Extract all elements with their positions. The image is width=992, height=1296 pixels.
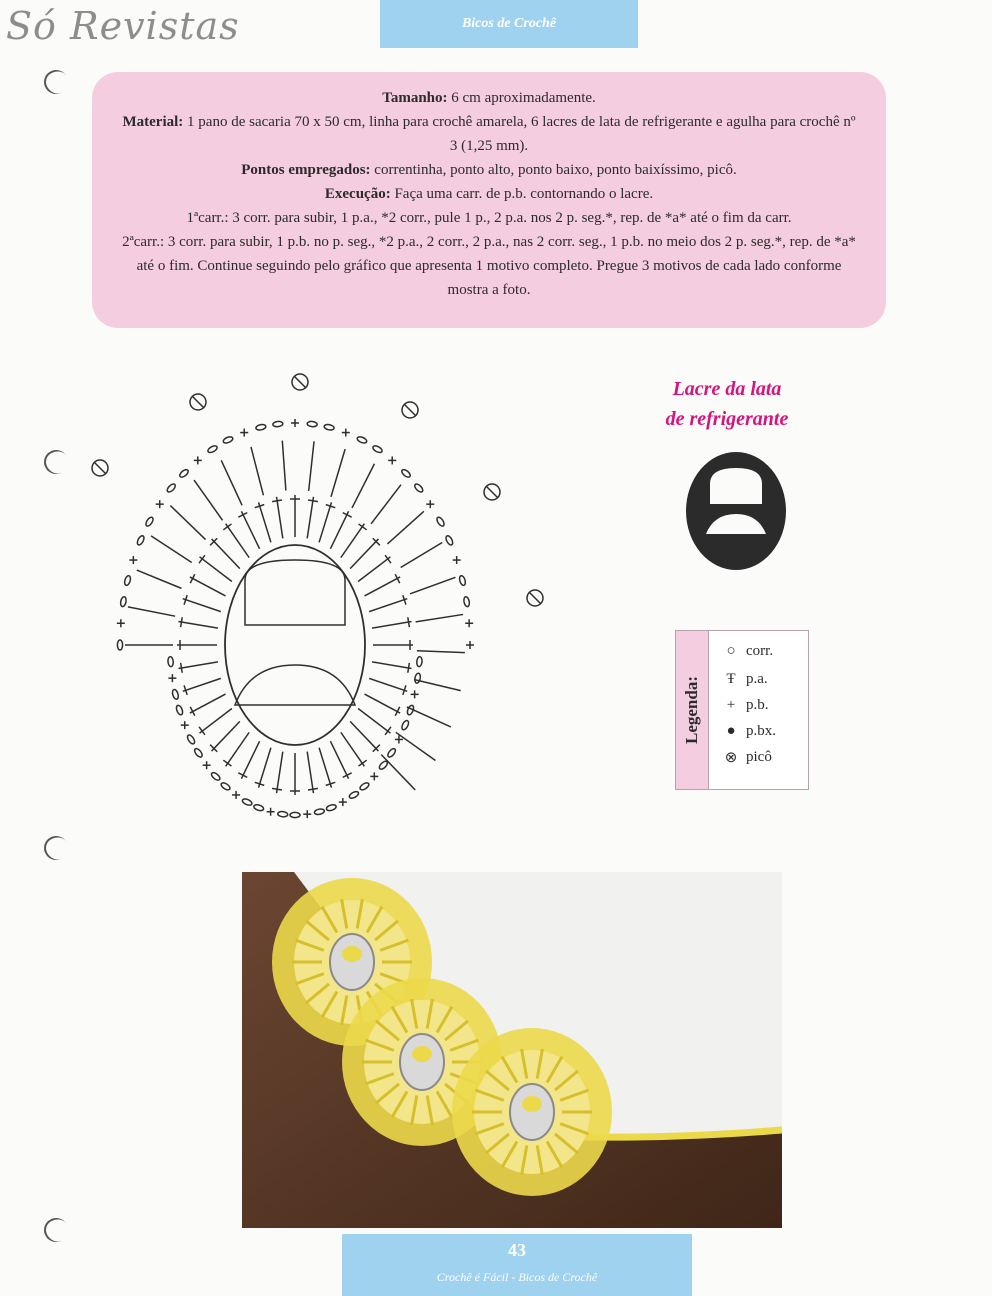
legend-item: ○ corr. bbox=[720, 639, 773, 663]
lacre-title: Lacre da lata de refrigerante bbox=[665, 378, 789, 430]
legend-item: ● p.bx. bbox=[720, 719, 776, 743]
slip-stitch-icon: ● bbox=[726, 722, 736, 739]
header-title: Bicos de Crochê bbox=[461, 16, 557, 31]
legend bbox=[675, 630, 809, 790]
page-number: 43 bbox=[508, 1240, 526, 1260]
chain-icon: ○ bbox=[726, 642, 736, 659]
footer-text: Crochê é Fácil - Bicos de Crochê bbox=[436, 1270, 598, 1284]
pontos-line: Pontos empregados: correntinha, ponto alto, ponto baixo, ponto baixíssimo, picô. bbox=[241, 162, 737, 178]
carr1-line: 1ªcarr.: 3 corr. para subir, 1 p.a., *2 corr., pule 1 p., 2 p.a. nos 2 p. seg.*, rep. de *a* até o fim da carr. bbox=[186, 210, 792, 226]
watermark: Só Revistas bbox=[6, 4, 240, 48]
crochet-photo bbox=[242, 872, 782, 1228]
legend-item: Ŧ p.a. bbox=[720, 667, 768, 691]
instructions-box bbox=[92, 72, 886, 328]
binder-hole bbox=[40, 446, 73, 479]
crochet-diagram bbox=[80, 360, 560, 840]
legend-title: Legenda: bbox=[676, 631, 709, 789]
binder-hole bbox=[40, 832, 73, 865]
execucao-line: Execução: Faça uma carr. de p.b. contornando o lacre. bbox=[324, 186, 654, 202]
carr2-line: 2ªcarr.: 3 corr. para subir, 1 p.b. no p. seg., *2 p.a., 2 corr., 2 p.a., nas 2 corr. seg., 1 p.b. no meio dos 2 p. seg.*, rep. de *a* até o fim. Continue seguindo pelo gráfico que apresenta 1 motivo completo. Pregue 3 motivos de cada lado conforme mostra a foto. bbox=[122, 234, 856, 298]
picot-icon: ⊗ bbox=[724, 749, 738, 766]
binder-hole bbox=[40, 1214, 73, 1247]
binder-hole bbox=[40, 66, 73, 99]
material-line: Material: 1 pano de sacaria 70 x 50 cm, linha para crochê amarela, 6 lacres de lata de refrigerante e agulha para crochê nº 3 (1,25 mm). bbox=[122, 114, 856, 154]
single-crochet-icon: + bbox=[726, 696, 736, 713]
header-tab bbox=[380, 0, 638, 48]
double-crochet-icon: Ŧ bbox=[726, 670, 736, 687]
legend-item: + p.b. bbox=[720, 693, 769, 717]
legend-item: ⊗ picô bbox=[720, 745, 772, 769]
can-tab-icon bbox=[684, 450, 788, 572]
tamanho-line: Tamanho: 6 cm aproximadamente. bbox=[382, 90, 596, 106]
